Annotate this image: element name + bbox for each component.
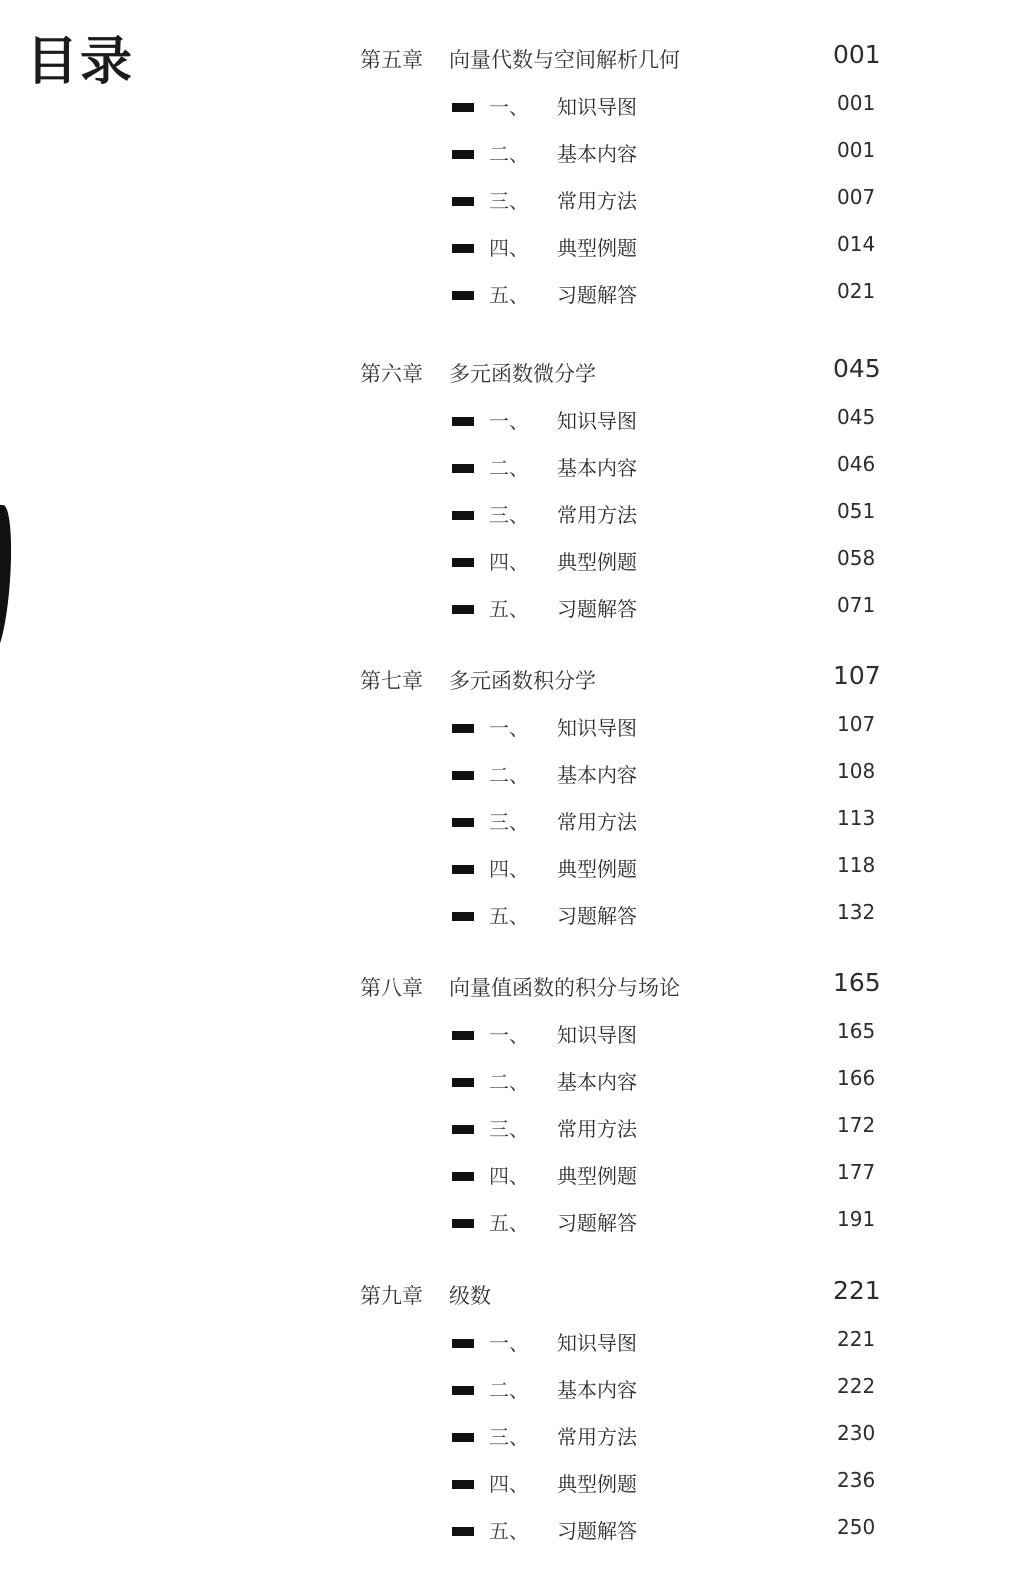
section-number: 五、 <box>489 904 529 928</box>
chapter-page-number: 165 <box>833 968 881 997</box>
section-title: 典型例题 <box>557 857 637 881</box>
section-title: 基本内容 <box>557 1070 637 1094</box>
section-number: 二、 <box>489 1070 529 1094</box>
bullet-bar-icon <box>452 1433 474 1442</box>
section-page-number: 165 <box>837 1019 876 1043</box>
section-row[interactable] <box>0 1160 1036 1190</box>
section-title: 常用方法 <box>557 189 637 213</box>
chapter-7 <box>0 661 1036 955</box>
section-page-number: 046 <box>837 452 876 476</box>
bullet-bar-icon <box>452 464 474 473</box>
section-row[interactable] <box>0 1468 1036 1498</box>
section-title: 基本内容 <box>557 456 637 480</box>
section-row[interactable] <box>0 1066 1036 1096</box>
section-number: 二、 <box>489 763 529 787</box>
chapter-heading-row[interactable] <box>0 968 1036 1004</box>
bullet-bar-icon <box>452 605 474 614</box>
section-number: 三、 <box>489 810 529 834</box>
section-page-number: 014 <box>837 232 876 256</box>
section-title: 基本内容 <box>557 1378 637 1402</box>
section-page-number: 045 <box>837 405 876 429</box>
bullet-bar-icon <box>452 150 474 159</box>
bullet-bar-icon <box>452 197 474 206</box>
section-row[interactable] <box>0 759 1036 789</box>
section-row[interactable] <box>0 1515 1036 1545</box>
bullet-bar-icon <box>452 1339 474 1348</box>
section-title: 习题解答 <box>557 1519 637 1543</box>
section-number: 一、 <box>489 1023 529 1047</box>
section-page-number: 113 <box>837 806 876 830</box>
section-number: 三、 <box>489 1117 529 1141</box>
bullet-bar-icon <box>452 558 474 567</box>
section-title: 基本内容 <box>557 142 637 166</box>
chapter-label: 第五章 <box>360 48 423 72</box>
section-title: 习题解答 <box>557 283 637 307</box>
section-row[interactable] <box>0 806 1036 836</box>
section-page-number: 007 <box>837 185 876 209</box>
bullet-bar-icon <box>452 1527 474 1536</box>
section-title: 知识导图 <box>557 1331 637 1355</box>
bullet-bar-icon <box>452 511 474 520</box>
section-number: 一、 <box>489 1331 529 1355</box>
section-row[interactable] <box>0 593 1036 623</box>
chapter-page-number: 045 <box>833 354 881 383</box>
section-number: 五、 <box>489 283 529 307</box>
bullet-bar-icon <box>452 291 474 300</box>
section-title: 知识导图 <box>557 95 637 119</box>
section-page-number: 221 <box>837 1327 876 1351</box>
bullet-bar-icon <box>452 818 474 827</box>
bullet-bar-icon <box>452 912 474 921</box>
section-row[interactable] <box>0 1113 1036 1143</box>
chapter-6 <box>0 354 1036 648</box>
section-title: 典型例题 <box>557 1164 637 1188</box>
section-number: 二、 <box>489 1378 529 1402</box>
section-row[interactable] <box>0 405 1036 435</box>
section-row[interactable] <box>0 499 1036 529</box>
section-row[interactable] <box>0 1327 1036 1357</box>
section-title: 知识导图 <box>557 716 637 740</box>
section-page-number: 108 <box>837 759 876 783</box>
section-number: 二、 <box>489 456 529 480</box>
section-title: 常用方法 <box>557 503 637 527</box>
section-page-number: 058 <box>837 546 876 570</box>
section-row[interactable] <box>0 1207 1036 1237</box>
section-page-number: 177 <box>837 1160 876 1184</box>
chapter-heading-row[interactable] <box>0 354 1036 390</box>
section-title: 典型例题 <box>557 550 637 574</box>
section-title: 知识导图 <box>557 409 637 433</box>
section-title: 常用方法 <box>557 1425 637 1449</box>
bullet-bar-icon <box>452 865 474 874</box>
bullet-bar-icon <box>452 1172 474 1181</box>
chapter-5 <box>0 40 1036 334</box>
bullet-bar-icon <box>452 417 474 426</box>
section-page-number: 222 <box>837 1374 876 1398</box>
section-page-number: 250 <box>837 1515 876 1539</box>
section-row[interactable] <box>0 853 1036 883</box>
chapter-9 <box>0 1276 1036 1570</box>
chapter-title: 多元函数积分学 <box>449 669 596 693</box>
section-title: 基本内容 <box>557 763 637 787</box>
section-number: 四、 <box>489 550 529 574</box>
section-page-number: 132 <box>837 900 876 924</box>
section-row[interactable] <box>0 1421 1036 1451</box>
bullet-bar-icon <box>452 1078 474 1087</box>
bullet-bar-icon <box>452 1031 474 1040</box>
bullet-bar-icon <box>452 103 474 112</box>
section-page-number: 191 <box>837 1207 876 1231</box>
section-page-number: 021 <box>837 279 876 303</box>
section-page-number: 107 <box>837 712 876 736</box>
page-title: 目录 <box>26 32 135 92</box>
chapter-label: 第六章 <box>360 362 423 386</box>
section-row[interactable] <box>0 452 1036 482</box>
bullet-bar-icon <box>452 1386 474 1395</box>
section-title: 典型例题 <box>557 1472 637 1496</box>
section-number: 一、 <box>489 409 529 433</box>
chapter-heading-row[interactable] <box>0 40 1036 76</box>
section-number: 四、 <box>489 236 529 260</box>
section-row[interactable] <box>0 138 1036 168</box>
bullet-bar-icon <box>452 1219 474 1228</box>
section-page-number: 118 <box>837 853 876 877</box>
section-number: 三、 <box>489 189 529 213</box>
section-title: 常用方法 <box>557 810 637 834</box>
section-row[interactable] <box>0 91 1036 121</box>
chapter-label: 第九章 <box>360 1284 423 1308</box>
section-page-number: 071 <box>837 593 876 617</box>
section-page-number: 236 <box>837 1468 876 1492</box>
section-number: 四、 <box>489 1472 529 1496</box>
section-title: 常用方法 <box>557 1117 637 1141</box>
chapter-label: 第八章 <box>360 976 423 1000</box>
section-number: 四、 <box>489 1164 529 1188</box>
section-row[interactable] <box>0 1019 1036 1049</box>
section-row[interactable] <box>0 546 1036 576</box>
chapter-8 <box>0 968 1036 1262</box>
chapter-title: 向量代数与空间解析几何 <box>449 48 680 72</box>
bullet-bar-icon <box>452 1480 474 1489</box>
chapter-label: 第七章 <box>360 669 423 693</box>
section-page-number: 172 <box>837 1113 876 1137</box>
bullet-bar-icon <box>452 724 474 733</box>
chapter-page-number: 001 <box>833 40 881 69</box>
section-number: 五、 <box>489 1211 529 1235</box>
section-page-number: 051 <box>837 499 876 523</box>
chapter-title: 多元函数微分学 <box>449 362 596 386</box>
section-title: 习题解答 <box>557 597 637 621</box>
section-page-number: 166 <box>837 1066 876 1090</box>
section-number: 五、 <box>489 1519 529 1543</box>
bullet-bar-icon <box>452 771 474 780</box>
section-row[interactable] <box>0 185 1036 215</box>
chapter-heading-row[interactable] <box>0 1276 1036 1312</box>
bullet-bar-icon <box>452 244 474 253</box>
section-title: 典型例题 <box>557 236 637 260</box>
section-title: 知识导图 <box>557 1023 637 1047</box>
chapter-page-number: 107 <box>833 661 881 690</box>
section-title: 习题解答 <box>557 904 637 928</box>
section-row[interactable] <box>0 279 1036 309</box>
section-row[interactable] <box>0 1374 1036 1404</box>
section-number: 一、 <box>489 716 529 740</box>
section-number: 二、 <box>489 142 529 166</box>
section-page-number: 001 <box>837 91 876 115</box>
section-number: 四、 <box>489 857 529 881</box>
section-row[interactable] <box>0 900 1036 930</box>
section-row[interactable] <box>0 712 1036 742</box>
chapter-title: 向量值函数的积分与场论 <box>449 976 680 1000</box>
section-page-number: 001 <box>837 138 876 162</box>
section-number: 三、 <box>489 1425 529 1449</box>
section-number: 一、 <box>489 95 529 119</box>
chapter-title: 级数 <box>449 1284 491 1308</box>
section-page-number: 230 <box>837 1421 876 1445</box>
section-row[interactable] <box>0 232 1036 262</box>
chapter-page-number: 221 <box>833 1276 881 1305</box>
section-title: 习题解答 <box>557 1211 637 1235</box>
section-number: 五、 <box>489 597 529 621</box>
bullet-bar-icon <box>452 1125 474 1134</box>
section-number: 三、 <box>489 503 529 527</box>
chapter-heading-row[interactable] <box>0 661 1036 697</box>
